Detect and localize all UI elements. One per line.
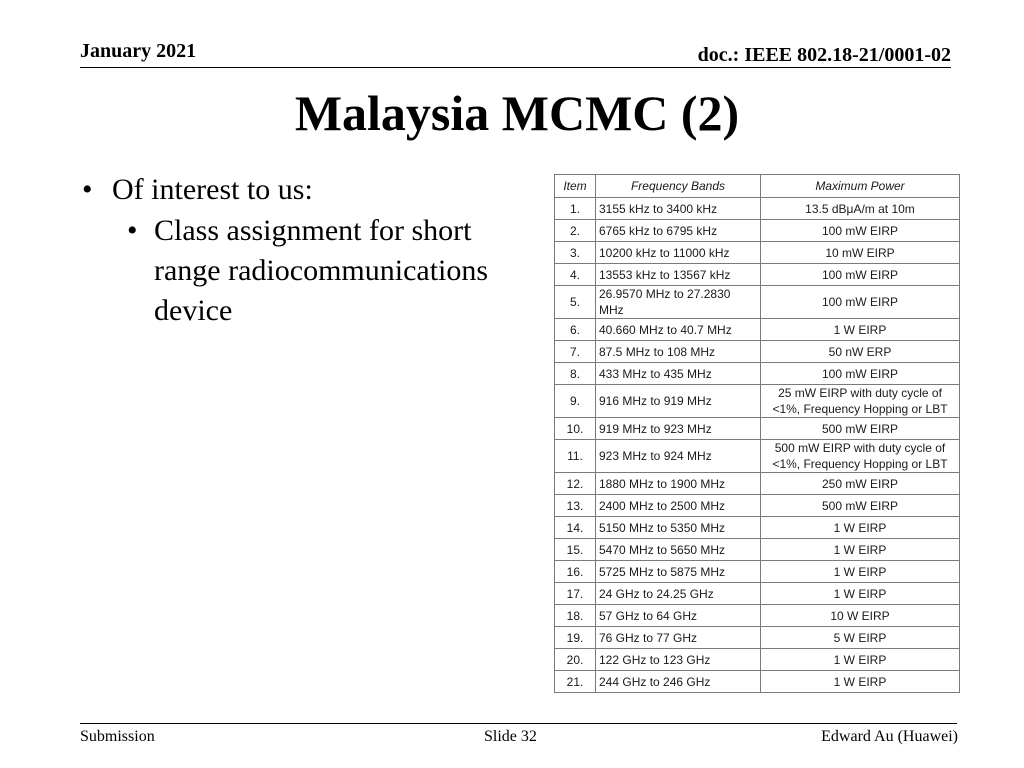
cell-frequency: 24 GHz to 24.25 GHz [596, 583, 761, 605]
table-row [555, 583, 960, 605]
cell-max-power: 1 W EIRP [761, 561, 960, 583]
cell-max-power: 1 W EIRP [761, 539, 960, 561]
cell-max-power: 1 W EIRP [761, 517, 960, 539]
bullet-level2 [127, 211, 542, 331]
cell-max-power: 500 mW EIRP [761, 495, 960, 517]
cell-max-power: 10 mW EIRP [761, 242, 960, 264]
table-row [555, 264, 960, 286]
table-row [555, 671, 960, 693]
table-row [555, 363, 960, 385]
cell-frequency: 40.660 MHz to 40.7 MHz [596, 319, 761, 341]
cell-item: 7. [555, 341, 596, 363]
cell-item: 4. [555, 264, 596, 286]
table-row [555, 605, 960, 627]
cell-max-power: 250 mW EIRP [761, 473, 960, 495]
table-row [555, 286, 960, 319]
cell-item: 10. [555, 418, 596, 440]
cell-max-power: 1 W EIRP [761, 319, 960, 341]
table-row [555, 440, 960, 473]
table-header-row [555, 175, 960, 198]
cell-item: 1. [555, 198, 596, 220]
cell-frequency: 3155 kHz to 3400 kHz [596, 198, 761, 220]
cell-max-power: 100 mW EIRP [761, 220, 960, 242]
cell-item: 2. [555, 220, 596, 242]
cell-item: 21. [555, 671, 596, 693]
cell-frequency: 6765 kHz to 6795 kHz [596, 220, 761, 242]
table-row [555, 627, 960, 649]
cell-max-power: 100 mW EIRP [761, 264, 960, 286]
footer-rule [80, 723, 957, 724]
cell-item: 16. [555, 561, 596, 583]
cell-frequency: 923 MHz to 924 MHz [596, 440, 761, 473]
header-rule [80, 67, 951, 68]
frequency-table [554, 174, 960, 693]
bullet-dot-icon: • [82, 173, 93, 206]
cell-frequency: 76 GHz to 77 GHz [596, 627, 761, 649]
table-row [555, 495, 960, 517]
cell-max-power: 1 W EIRP [761, 671, 960, 693]
cell-max-power: 100 mW EIRP [761, 363, 960, 385]
cell-frequency: 1880 MHz to 1900 MHz [596, 473, 761, 495]
table-row [555, 242, 960, 264]
cell-frequency: 122 GHz to 123 GHz [596, 649, 761, 671]
table-row [555, 220, 960, 242]
cell-item: 14. [555, 517, 596, 539]
bullet-list [82, 170, 542, 331]
cell-max-power: 5 W EIRP [761, 627, 960, 649]
cell-item: 13. [555, 495, 596, 517]
cell-item: 6. [555, 319, 596, 341]
frequency-table-container [554, 174, 959, 693]
header-doc-id: doc.: IEEE 802.18-21/0001-02 [697, 44, 951, 66]
cell-frequency: 5725 MHz to 5875 MHz [596, 561, 761, 583]
cell-item: 20. [555, 649, 596, 671]
cell-item: 5. [555, 286, 596, 319]
cell-max-power: 500 mW EIRP [761, 418, 960, 440]
cell-item: 18. [555, 605, 596, 627]
cell-frequency: 26.9570 MHz to 27.2830 MHz [596, 286, 761, 319]
table-row [555, 385, 960, 418]
col-header-item: Item [555, 175, 596, 198]
cell-item: 19. [555, 627, 596, 649]
cell-item: 3. [555, 242, 596, 264]
table-row [555, 418, 960, 440]
cell-frequency: 244 GHz to 246 GHz [596, 671, 761, 693]
cell-max-power: 100 mW EIRP [761, 286, 960, 319]
cell-max-power: 1 W EIRP [761, 583, 960, 605]
table-row [555, 649, 960, 671]
col-header-frequency: Frequency Bands [596, 175, 761, 198]
col-header-power: Maximum Power [761, 175, 960, 198]
table-row [555, 561, 960, 583]
cell-frequency: 916 MHz to 919 MHz [596, 385, 761, 418]
cell-frequency: 5150 MHz to 5350 MHz [596, 517, 761, 539]
table-row [555, 473, 960, 495]
bullet-level1-text: Of interest to us: [112, 173, 313, 206]
cell-max-power: 50 nW ERP [761, 341, 960, 363]
table-row [555, 517, 960, 539]
cell-max-power: 1 W EIRP [761, 649, 960, 671]
cell-frequency: 10200 kHz to 11000 kHz [596, 242, 761, 264]
cell-max-power: 25 mW EIRP with duty cycle of <1%, Frequency Hopping or LBT [761, 385, 960, 418]
cell-frequency: 5470 MHz to 5650 MHz [596, 539, 761, 561]
table-row [555, 539, 960, 561]
cell-frequency: 2400 MHz to 2500 MHz [596, 495, 761, 517]
cell-item: 15. [555, 539, 596, 561]
cell-frequency: 57 GHz to 64 GHz [596, 605, 761, 627]
cell-max-power: 13.5 dBμA/m at 10m [761, 198, 960, 220]
cell-item: 11. [555, 440, 596, 473]
cell-item: 17. [555, 583, 596, 605]
cell-frequency: 919 MHz to 923 MHz [596, 418, 761, 440]
cell-item: 12. [555, 473, 596, 495]
bullet-level2-text: Class assignment for short range radiocommunications device [154, 214, 489, 327]
bullet-level1 [82, 170, 542, 210]
footer-slide-number: Slide 32 [484, 728, 537, 745]
footer-submission: Submission [80, 728, 155, 745]
table-row [555, 319, 960, 341]
cell-max-power: 500 mW EIRP with duty cycle of <1%, Frequency Hopping or LBT [761, 440, 960, 473]
table-row [555, 198, 960, 220]
table-row [555, 341, 960, 363]
cell-frequency: 87.5 MHz to 108 MHz [596, 341, 761, 363]
header-date: January 2021 [80, 40, 197, 62]
cell-max-power: 10 W EIRP [761, 605, 960, 627]
cell-frequency: 433 MHz to 435 MHz [596, 363, 761, 385]
cell-item: 9. [555, 385, 596, 418]
footer-author: Edward Au (Huawei) [821, 728, 958, 745]
bullet-dot-icon: • [127, 214, 138, 247]
cell-frequency: 13553 kHz to 13567 kHz [596, 264, 761, 286]
slide-title: Malaysia MCMC (2) [294, 85, 740, 141]
table-body [555, 198, 960, 693]
cell-item: 8. [555, 363, 596, 385]
